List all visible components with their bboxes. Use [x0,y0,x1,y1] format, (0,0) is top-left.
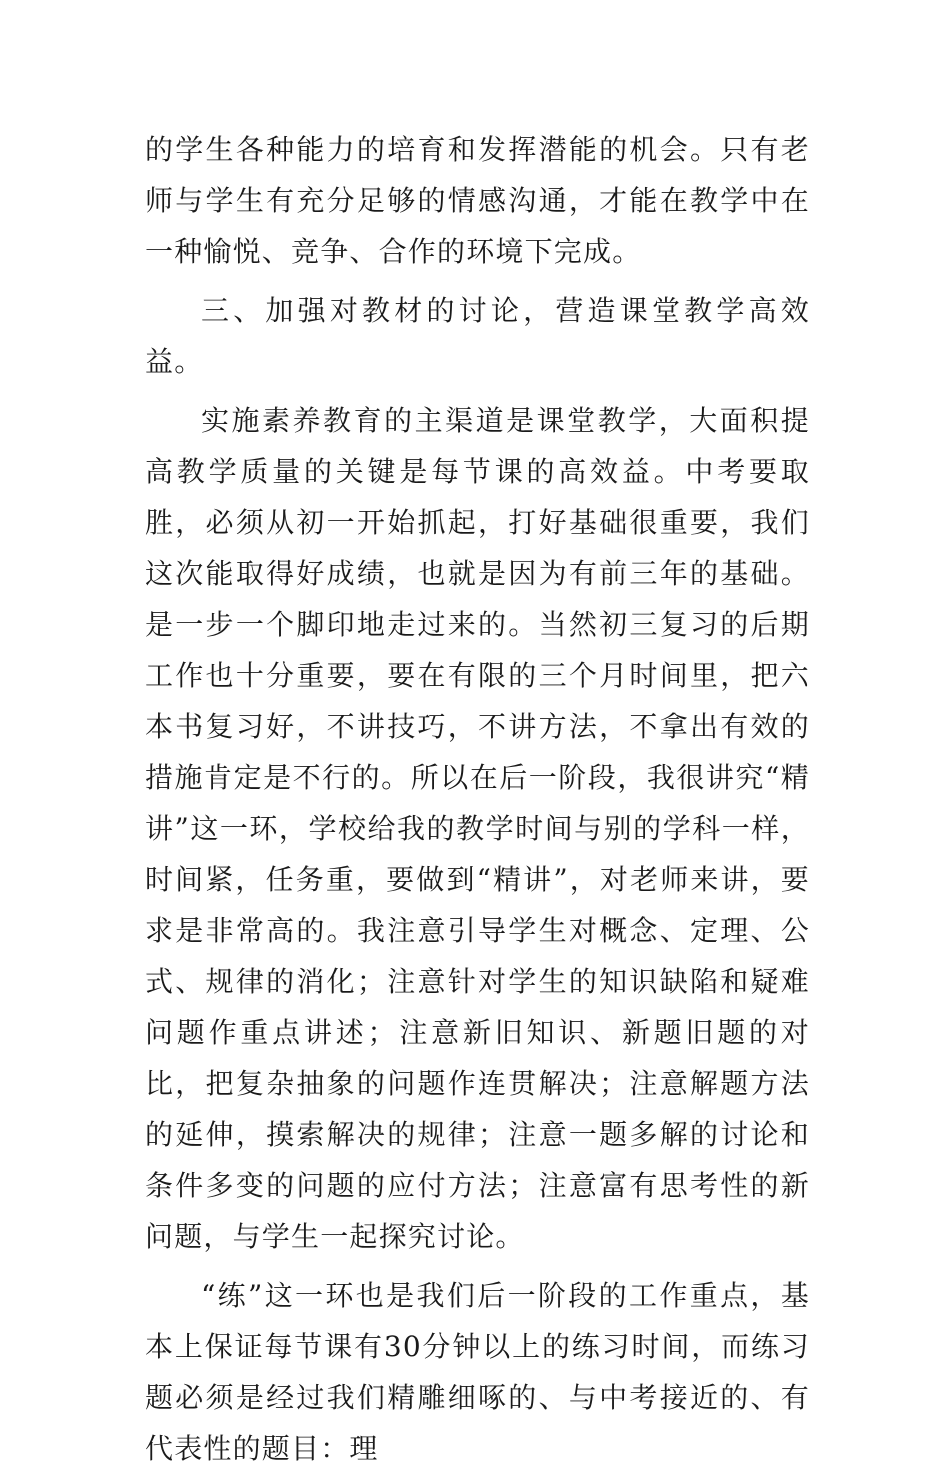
paragraph-classroom-teaching: 实施素养教育的主渠道是课堂教学，大面积提高教学质量的关键是每节课的高效益。中考要取胜，必须从初一开始抓起，打好基础很重要，我们这次能取得好成绩，也就是因为有前三年的基础。是一步一个脚印地走过来的。当然初三复习的后期工作也十分重要，要在有限的三个月时间里，把六本书复习好，不讲技巧，不讲方法，不拿出有效的措施肯定是不行的。所以在后一阶段，我很讲究“精讲”这一环，学校给我的教学时间与别的学科一样，时间紧，任务重，要做到“精讲”，对老师来讲，要求是非常高的。我注意引导学生对概念、定理、公式、规律的消化；注意针对学生的知识缺陷和疑难问题作重点讲述；注意新旧知识、新题旧题的对比，把复杂抽象的问题作连贯解决；注意解题方法的延伸，摸索解决的规律；注意一题多解的讨论和条件多变的问题的应付方法；注意富有思考性的新问题，与学生一起探究讨论。 [145,404,810,1253]
paragraph-continuation: 的学生各种能力的培育和发挥潜能的机会。只有老师与学生有充分足够的情感沟通，才能在教学中在一种愉悦、竞争、合作的环境下完成。 [145,133,810,268]
section-heading: 三、加强对教材的讨论，营造课堂教学高效益。 [145,294,810,378]
paragraph-practice: “练”这一环也是我们后一阶段的工作重点，基本上保证每节课有30分钟以上的练习时间，而练习题必须是经过我们精雕细啄的、与中考接近的、有代表性的题目：理 [145,1279,810,1465]
document-body [145,124,810,1474]
